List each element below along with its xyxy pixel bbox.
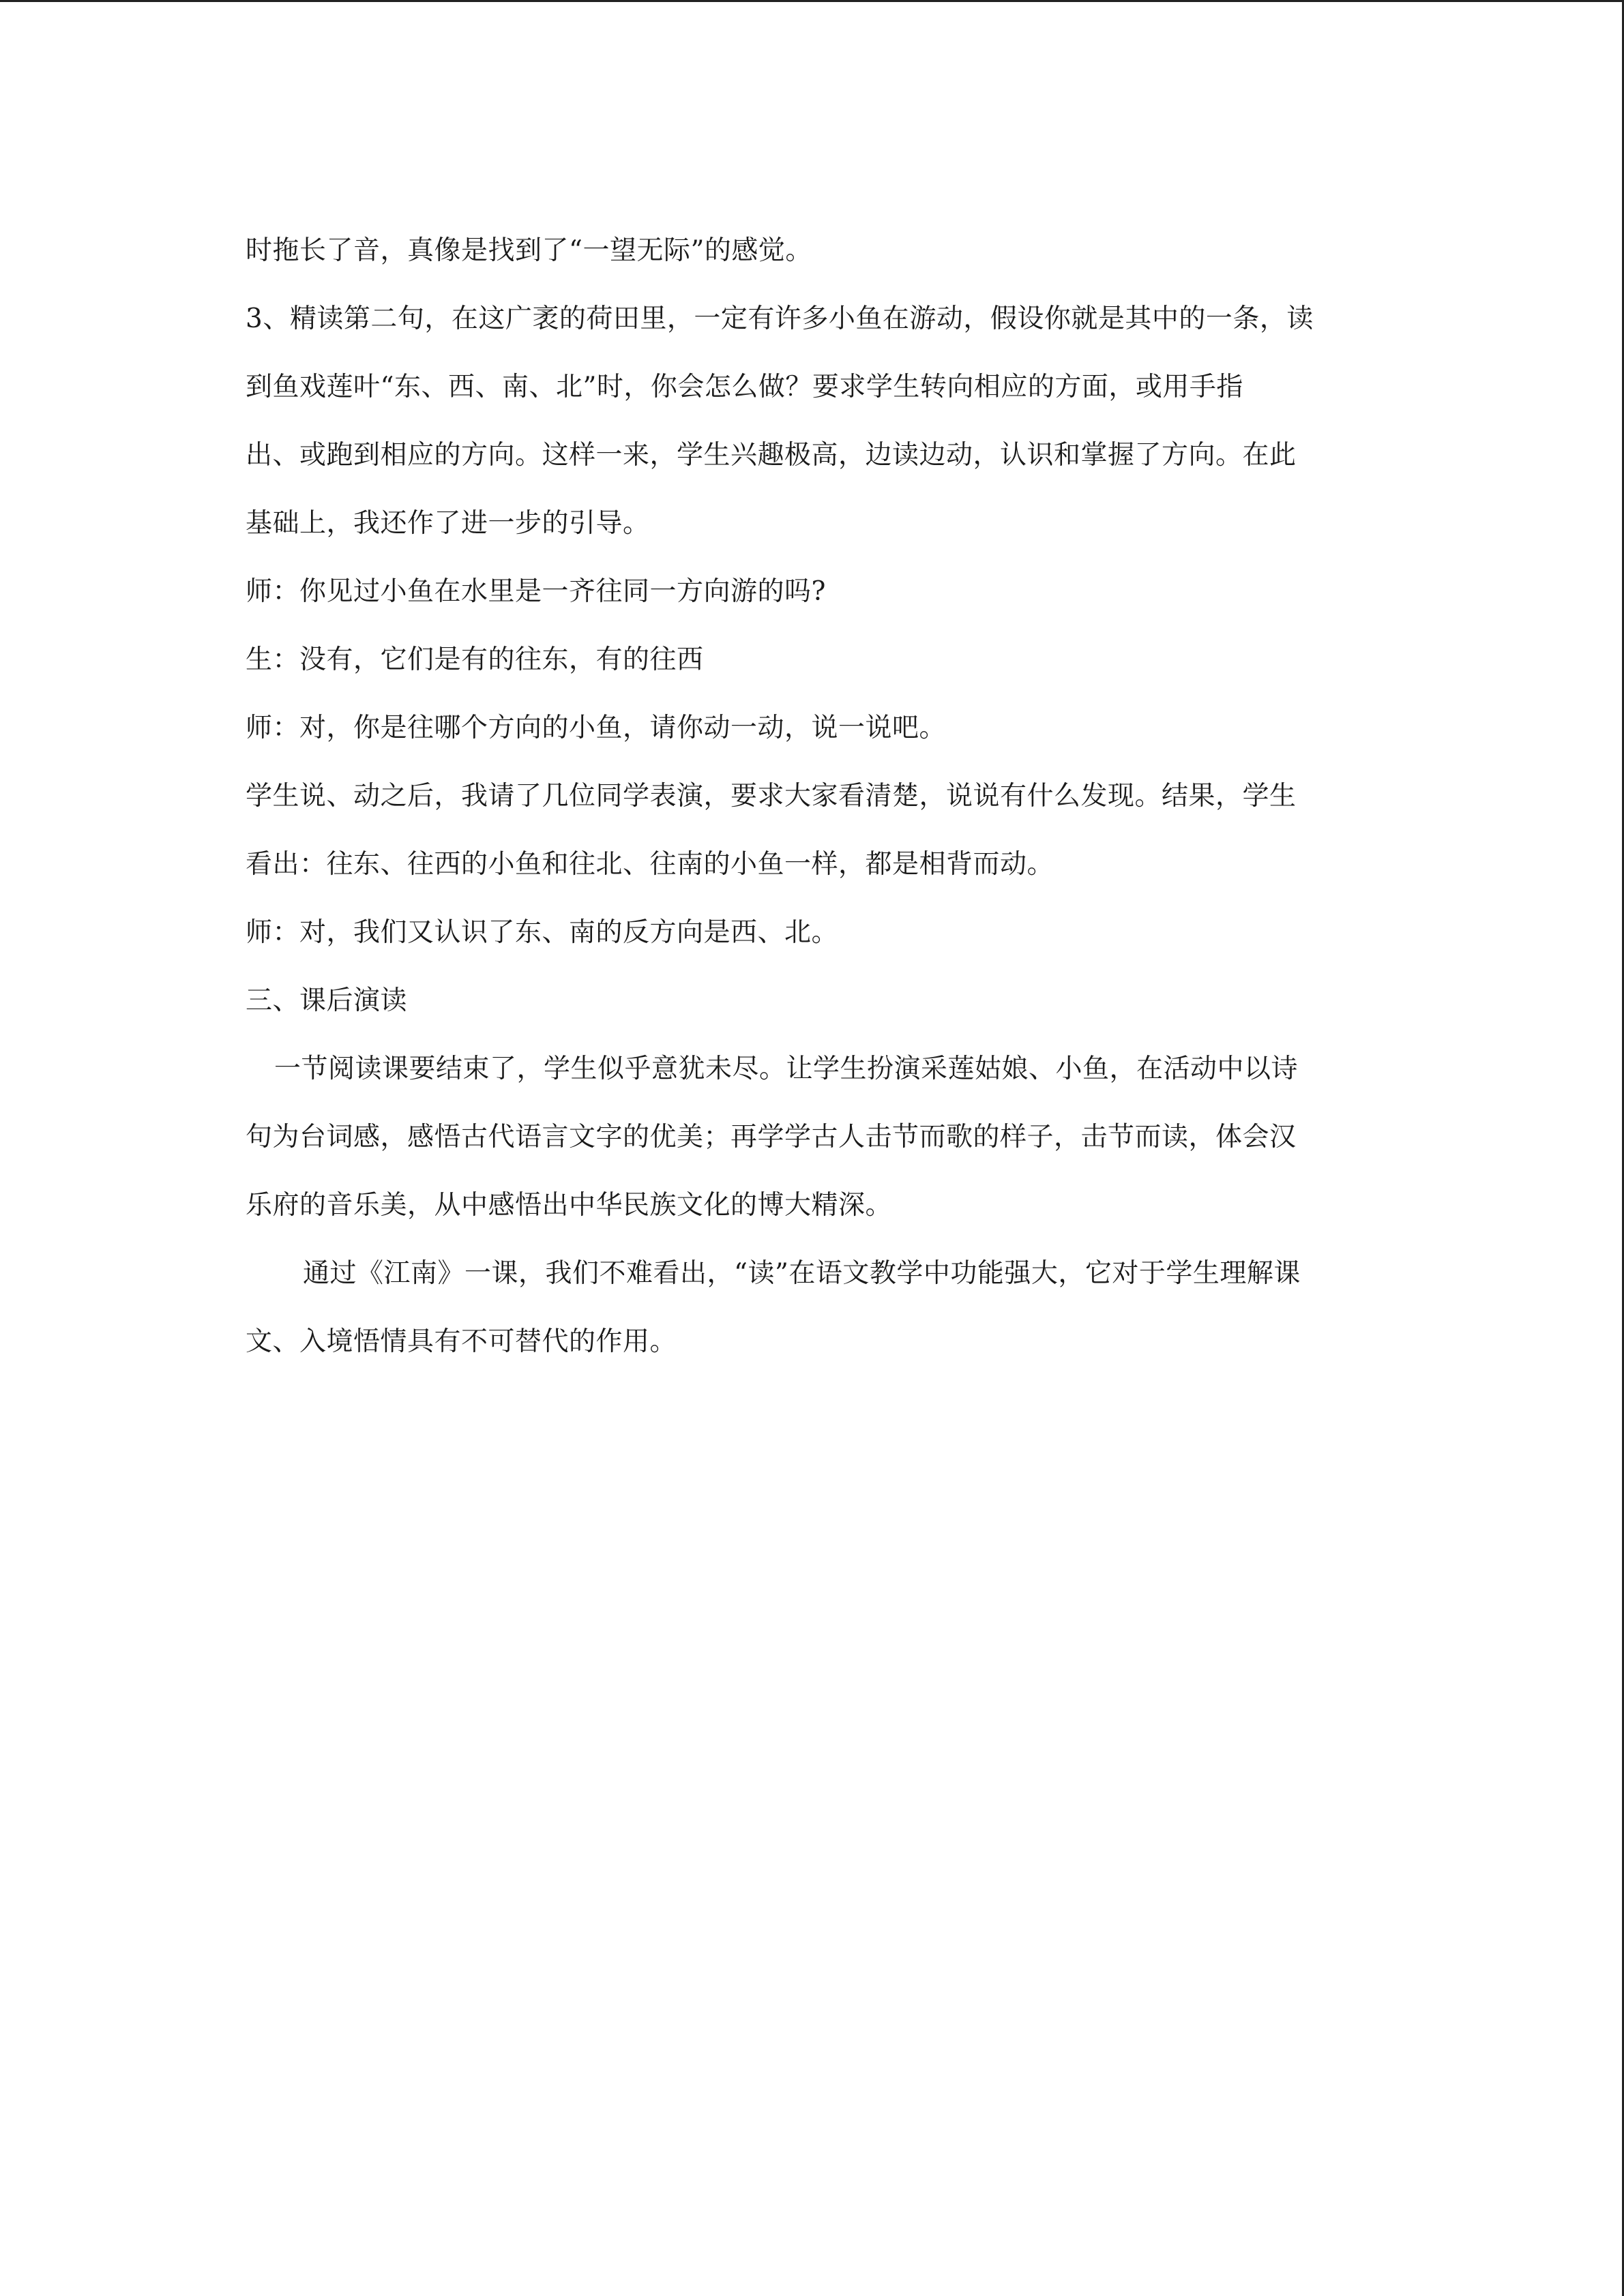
paragraph-line: 到鱼戏莲叶“东、西、南、北”时，你会怎么做？要求学生转向相应的方面，或用手指	[246, 372, 1243, 402]
paragraph-line: 看出：往东、往西的小鱼和往北、往南的小鱼一样，都是相背而动。	[246, 849, 1054, 880]
paragraph-line: 通过《江南》一课，我们不难看出，“读”在语文教学中功能强大，它对于学生理解课	[303, 1258, 1301, 1289]
section-heading: 三、课后演读	[246, 985, 408, 1016]
paragraph-line: 一节阅读课要结束了，学生似乎意犹未尽。让学生扮演采莲姑娘、小鱼，在活动中以诗	[274, 1054, 1299, 1084]
dialogue-line: 生：没有，它们是有的往东，有的往西	[246, 644, 704, 675]
dialogue-line: 师：你见过小鱼在水里是一齐往同一方向游的吗?	[246, 576, 826, 607]
dialogue-line: 师：对，你是往哪个方向的小鱼，请你动一动，说一说吧。	[246, 713, 947, 743]
paragraph-line: 时拖长了音，真像是找到了“一望无际”的感觉。	[246, 235, 812, 266]
paragraph-line: 学生说、动之后，我请了几位同学表演，要求大家看清楚，说说有什么发现。结果，学生	[246, 781, 1297, 811]
paragraph-line: 句为台词感，感悟古代语言文字的优美；再学学古人击节而歌的样子，击节而读，体会汉	[246, 1122, 1297, 1152]
document-body	[246, 217, 1379, 1376]
paragraph-line: 出、或跑到相应的方向。这样一来，学生兴趣极高，边读边动，认识和掌握了方向。在此	[246, 440, 1297, 471]
paragraph-line: 3、精读第二句，在这广袤的荷田里，一定有许多小鱼在游动，假设你就是其中的一条，读	[246, 303, 1314, 334]
paragraph-line: 文、入境悟情具有不可替代的作用。	[246, 1326, 677, 1357]
page-top-border	[0, 0, 1624, 2]
paragraph-line: 乐府的音乐美，从中感悟出中华民族文化的博大精深。	[246, 1190, 893, 1221]
paragraph-line: 基础上，我还作了进一步的引导。	[246, 508, 650, 539]
dialogue-line: 师：对，我们又认识了东、南的反方向是西、北。	[246, 917, 839, 948]
